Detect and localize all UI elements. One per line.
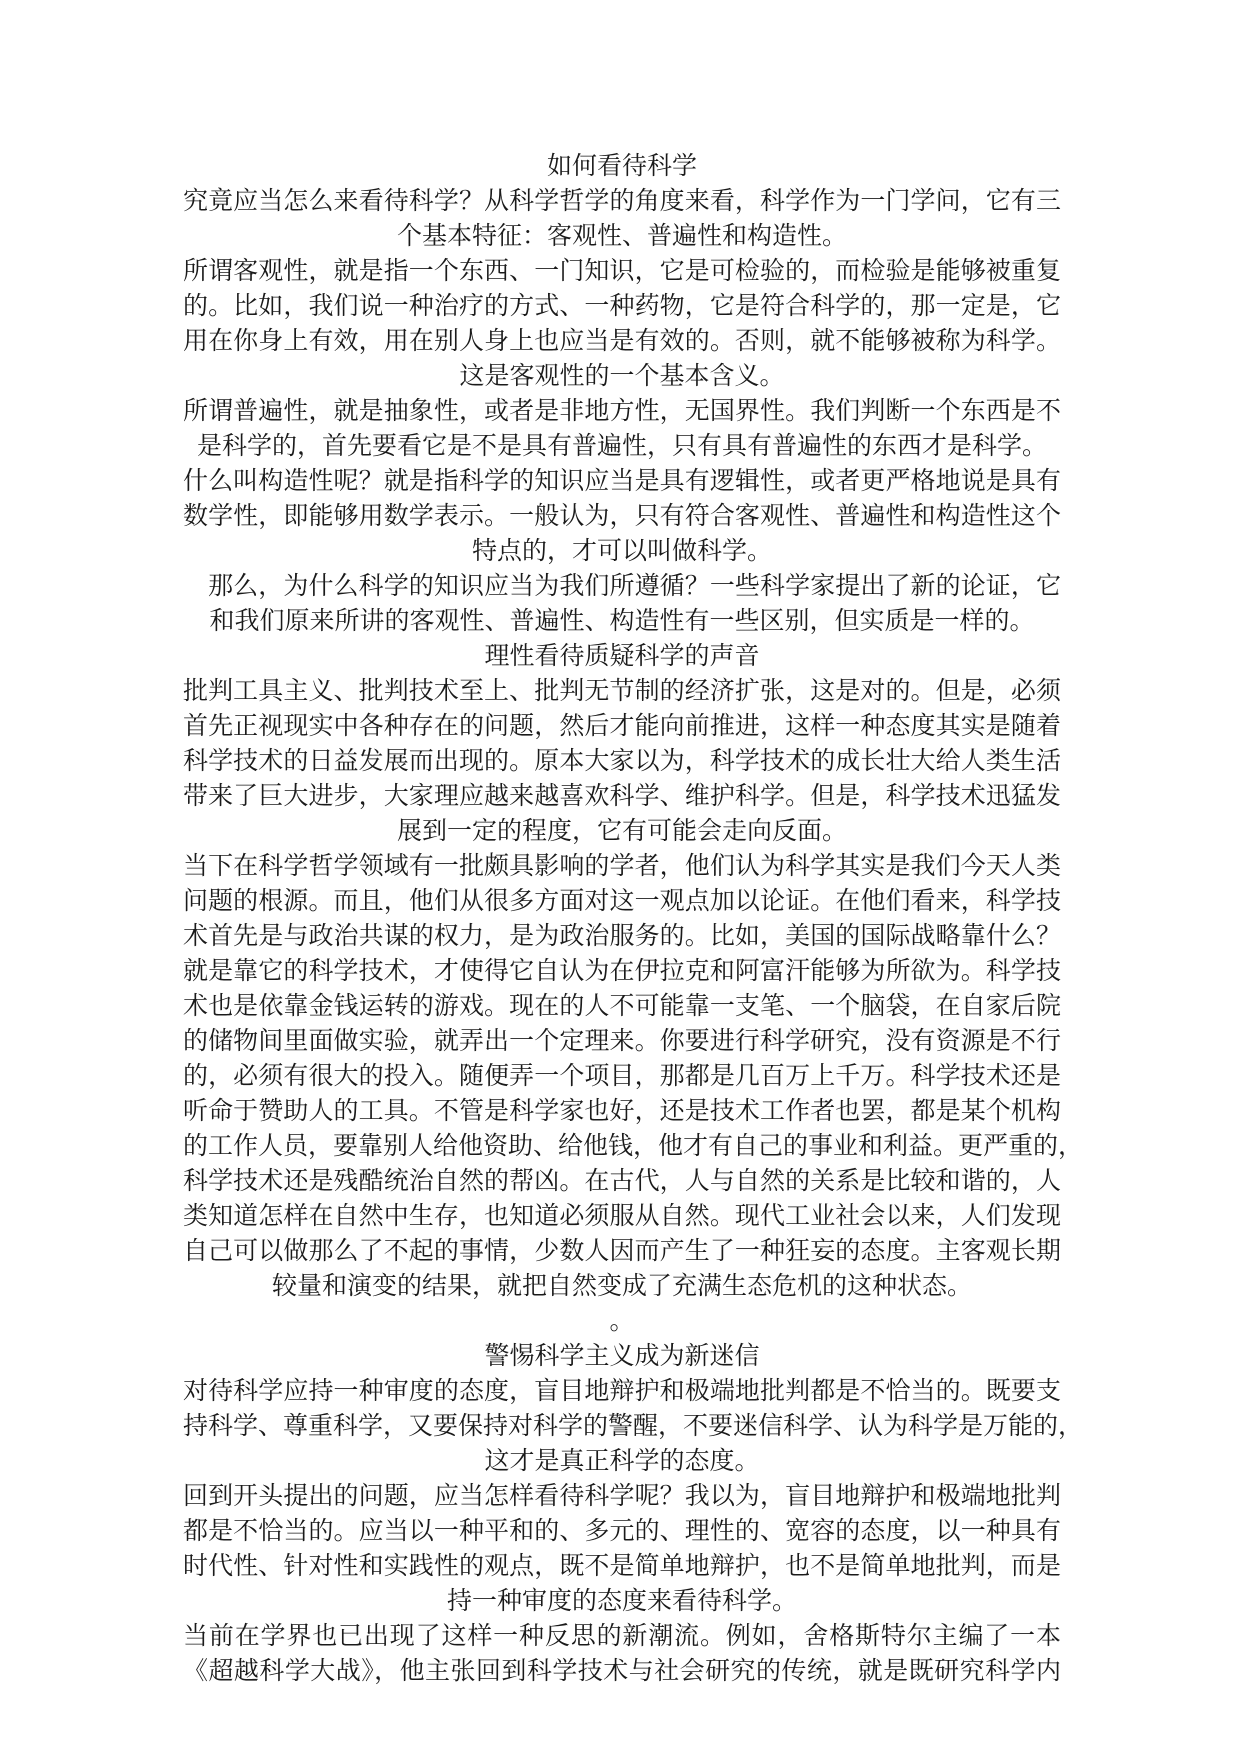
text-line: 数学性，即能够用数学表示。一般认为，只有符合客观性、普遍性和构造性这个 xyxy=(183,501,1061,530)
text-line: 时代性、针对性和实践性的观点，既不是简单地辩护，也不是简单地批判，而是 xyxy=(183,1551,1061,1580)
text-line: 都是不恰当的。应当以一种平和的、多元的、理性的、宽容的态度，以一种具有 xyxy=(183,1516,1061,1545)
text-line: 持一种审度的态度来看待科学。 xyxy=(446,1586,797,1615)
text-line: 带来了巨大进步，大家理应越来越喜欢科学、维护科学。但是，科学技术迅猛发 xyxy=(183,781,1061,810)
text-line: 那么，为什么科学的知识应当为我们所遵循？一些科学家提出了新的论证，它 xyxy=(183,571,1061,600)
text-line: 较量和演变的结果，就把自然变成了充满生态危机的这种状态。 xyxy=(271,1271,972,1300)
text-line: 和我们原来所讲的客观性、普遍性、构造性有一些区别，但实质是一样的。 xyxy=(209,606,1035,635)
text-line: 回到开头提出的问题，应当怎样看待科学呢？我以为，盲目地辩护和极端地批判 xyxy=(183,1481,1061,1510)
text-line: 持科学、尊重科学，又要保持对科学的警醒，不要迷信科学、认为科学是万能的， xyxy=(183,1411,1084,1440)
text-line: 术首先是与政治共谋的权力，是为政治服务的。比如，美国的国际战略靠什么？ xyxy=(183,921,1061,950)
text-line: 究竟应当怎么来看待科学？从科学哲学的角度来看，科学作为一门学问，它有三 xyxy=(183,186,1061,215)
text-line: 的工作人员，要靠别人给他资助、给他钱，他才有自己的事业和利益。更严重的， xyxy=(183,1131,1084,1160)
text-line: 首先正视现实中各种存在的问题，然后才能向前推进，这样一种态度其实是随着 xyxy=(183,711,1061,740)
text-line: 的。比如，我们说一种治疗的方式、一种药物，它是符合科学的，那一定是，它 xyxy=(183,291,1061,320)
text-line: 批判工具主义、批判技术至上、批判无节制的经济扩张，这是对的。但是，必须 xyxy=(183,676,1061,705)
text-line: 所谓客观性，就是指一个东西、一门知识，它是可检验的，而检验是能够被重复 xyxy=(183,256,1061,285)
text-line: 对待科学应持一种审度的态度，盲目地辩护和极端地批判都是不恰当的。既要支 xyxy=(183,1376,1061,1405)
text-line: 就是靠它的科学技术，才使得它自认为在伊拉克和阿富汗能够为所欲为。科学技 xyxy=(183,956,1061,985)
text-line: 术也是依靠金钱运转的游戏。现在的人不可能靠一支笔、一个脑袋，在自家后院 xyxy=(183,991,1061,1020)
text-line: 理性看待质疑科学的声音 xyxy=(484,641,760,670)
text-line: 问题的根源。而且，他们从很多方面对这一观点加以论证。在他们看来，科学技 xyxy=(183,886,1061,915)
text-line: 特点的，才可以叫做科学。 xyxy=(471,536,772,565)
text-line: 《超越科学大战》，他主张回到科学技术与社会研究的传统，就是既研究科学内 xyxy=(183,1656,1061,1685)
text-line: 展到一定的程度，它有可能会走向反面。 xyxy=(396,816,847,845)
document-title: 如何看待科学 xyxy=(546,151,697,180)
text-line: 听命于赞助人的工具。不管是科学家也好，还是技术工作者也罢，都是某个机构 xyxy=(183,1096,1061,1125)
text-line: 这才是真正科学的态度。 xyxy=(484,1446,760,1475)
text-line: 类知道怎样在自然中生存，也知道必须服从自然。现代工业社会以来，人们发现 xyxy=(183,1201,1061,1230)
text-line: 当下在科学哲学领域有一批颇具影响的学者，他们认为科学其实是我们今天人类 xyxy=(183,851,1061,880)
text-line: 个基本特征：客观性、普遍性和构造性。 xyxy=(396,221,847,250)
document-page xyxy=(183,148,1084,1688)
text-line: 这是客观性的一个基本含义。 xyxy=(459,361,785,390)
text-line: 科学技术的日益发展而出现的。原本大家以为，科学技术的成长壮大给人类生活 xyxy=(183,746,1061,775)
text-line: 的储物间里面做实验，就弄出一个定理来。你要进行科学研究，没有资源是不行 xyxy=(183,1026,1061,1055)
text-line: 用在你身上有效，用在别人身上也应当是有效的。否则，就不能够被称为科学。 xyxy=(183,326,1061,355)
text-line: 自己可以做那么了不起的事情，少数人因而产生了一种狂妄的态度。主客观长期 xyxy=(183,1236,1061,1265)
text-line: 是科学的，首先要看它是不是具有普遍性，只有具有普遍性的东西才是科学。 xyxy=(196,431,1047,460)
text-line: 。 xyxy=(609,1306,635,1335)
text-line: 什么叫构造性呢？就是指科学的知识应当是具有逻辑性，或者更严格地说是具有 xyxy=(183,466,1061,495)
text-line: 的，必须有很大的投入。随便弄一个项目，那都是几百万上千万。科学技术还是 xyxy=(183,1061,1061,1090)
text-line: 当前在学界也已出现了这样一种反思的新潮流。例如，舍格斯特尔主编了一本 xyxy=(183,1621,1061,1650)
text-line: 所谓普遍性，就是抽象性，或者是非地方性，无国界性。我们判断一个东西是不 xyxy=(183,396,1061,425)
text-line: 科学技术还是残酷统治自然的帮凶。在古代，人与自然的关系是比较和谐的，人 xyxy=(183,1166,1061,1195)
text-line: 警惕科学主义成为新迷信 xyxy=(484,1341,760,1370)
